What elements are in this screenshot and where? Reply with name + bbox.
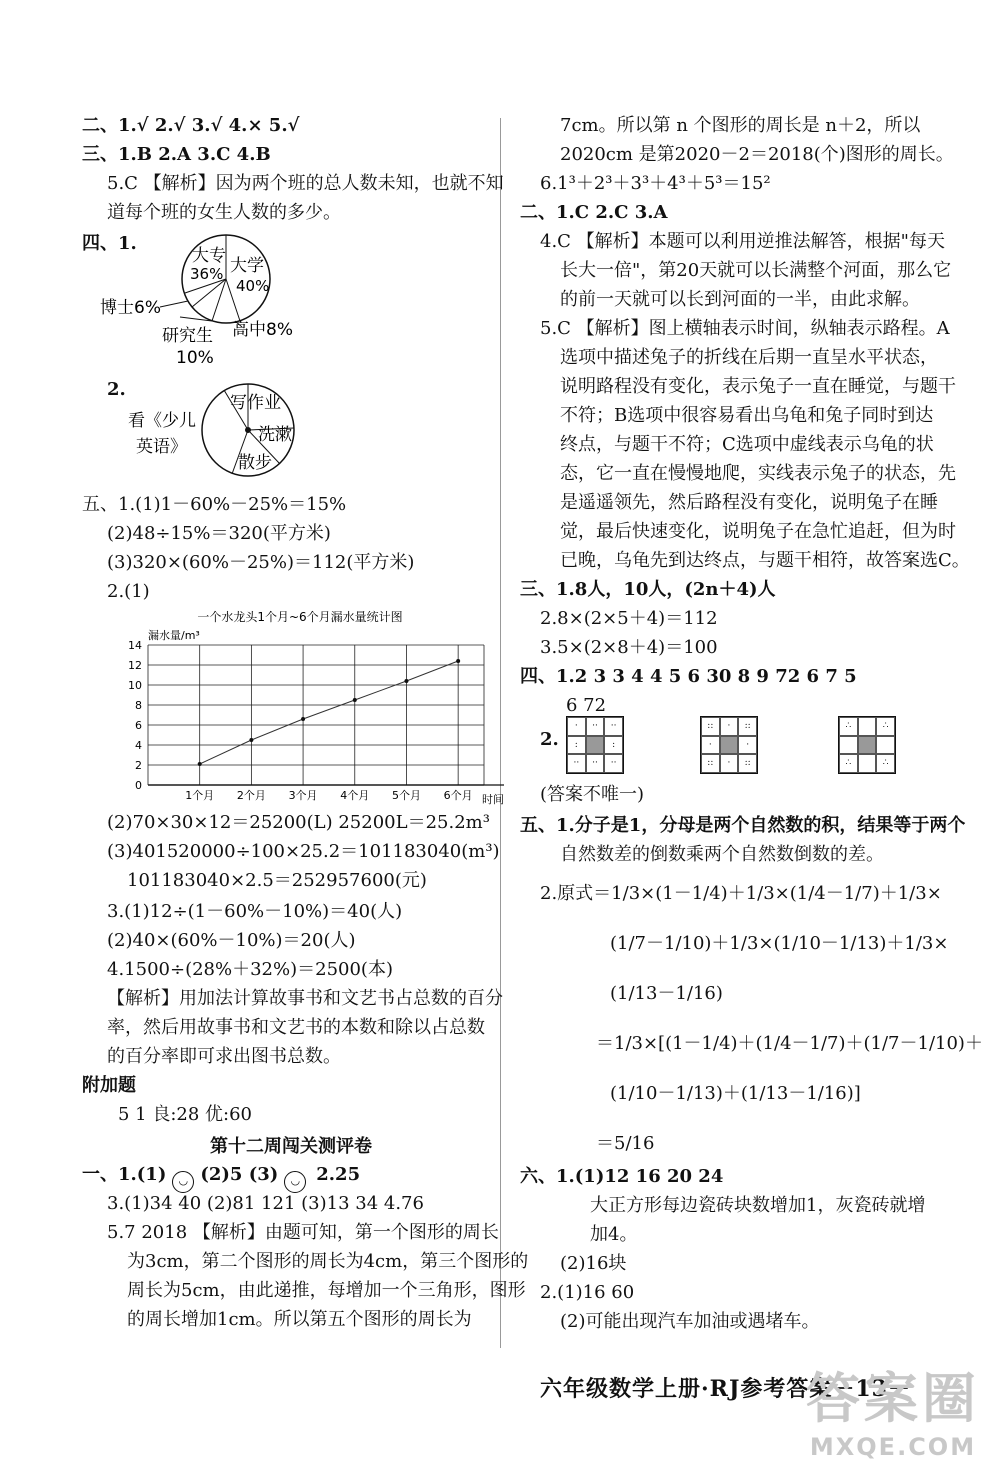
answer-section-5: 五、1.分子是1，分母是两个自然数的积，结果等于两个 <box>520 815 966 836</box>
data-point <box>353 698 357 702</box>
answer-line: 6.1³＋2³＋3³＋4³＋5³＝15² <box>540 173 771 194</box>
x-axis-label: 时间 <box>482 793 504 806</box>
answer-line: (3)320×(60%－25%)＝112(平方米) <box>107 552 415 573</box>
answer-line: 已晚，乌龟先到达终点，与题干相符，故答案选C。 <box>560 550 970 571</box>
answer-line: 2.(1)16 60 <box>540 1282 635 1303</box>
watermark-url: MXQE.COM <box>809 1433 977 1461</box>
answer-line: 2.8×(2×5＋4)＝112 <box>540 608 718 629</box>
answer-line: 4.1500÷(28%＋32%)＝2500(本) <box>107 959 393 980</box>
y-tick-label: 4 <box>135 739 142 752</box>
y-axis-label: 漏水量/m³ <box>148 629 200 642</box>
y-tick-label: 2 <box>135 759 142 772</box>
answer-line: 大正方形每边瓷砖块数增加1，灰瓷砖就增 <box>590 1195 926 1216</box>
data-point <box>301 717 305 721</box>
pie1-label: 40% <box>236 277 270 295</box>
watermark-text: 答案圈 <box>806 1367 980 1430</box>
answer-line: (3)401520000÷100×25.2＝101183040(m³) <box>107 841 500 862</box>
pie-chart-activities <box>128 384 308 484</box>
tile-pattern: ∴ ∴ ∴ ∴ <box>838 716 896 774</box>
formula-line: ＝5/16 <box>596 1133 655 1154</box>
tile-pattern: · ·· ·· : : ·· ·· ·· <box>566 716 624 774</box>
answer-line: 2020cm 是第2020－2＝2018(个)图形的周长。 <box>560 144 954 165</box>
line-chart <box>100 605 504 806</box>
answer-section-1 <box>82 1163 360 1193</box>
answer-line: 是遥遥领先，然后路程没有变化，说明兔子在睡 <box>560 492 938 513</box>
answer-line: 【解析】用加法计算故事书和文艺书占总数的百分 <box>107 988 503 1009</box>
answer-line: 5.7 2018 【解析】由题可知，第一个图形的周长 <box>107 1222 499 1243</box>
y-tick-label: 12 <box>128 659 142 672</box>
answer-section-5: 五、1.(1)1－60%－25%＝15% <box>82 494 347 515</box>
answer-line: 5.C 【解析】图上横轴表示时间，纵轴表示路程。A <box>540 318 950 339</box>
pie1-label: 10% <box>176 348 214 368</box>
answer-note: (答案不唯一) <box>540 784 645 805</box>
x-tick-label: 5个月 <box>391 789 421 802</box>
answer-section-3: 三、1.8人，10人，(2n＋4)人 <box>520 579 776 600</box>
answer-line: 选项中描述兔子的折线在后期一直呈水平状态， <box>560 347 938 368</box>
answer-text: 2.25 <box>316 1164 361 1185</box>
y-tick-label: 10 <box>128 679 142 692</box>
pie1-label: 大学 <box>230 256 264 276</box>
answer-line: 说明路程没有变化，表示兔子一直在睡觉，与题干 <box>560 376 956 397</box>
answer-line: 长大一倍"，第20天就可以长满整个河面，那么它 <box>560 260 952 281</box>
y-tick-label: 8 <box>135 699 142 712</box>
y-tick-label: 6 <box>135 719 142 732</box>
pie2-label: 看《少儿 <box>128 411 196 431</box>
answer-line: 率，然后用故事书和文艺书的本数和除以占总数 <box>107 1017 485 1038</box>
y-tick-label: 0 <box>135 779 142 792</box>
formula-line: (1/7－1/10)＋1/3×(1/10－1/13)＋1/3× <box>610 933 949 954</box>
pie1-label: 博士6% <box>100 298 161 318</box>
x-tick-label: 2个月 <box>236 789 266 802</box>
formula-line: ＝1/3×[(1－1/4)＋(1/4－1/7)＋(1/7－1/10)＋ <box>596 1033 983 1054</box>
answer-line: (2)70×30×12＝25200(L) 25200L＝25.2m³ <box>107 812 490 833</box>
answer-line: 2. <box>107 379 126 400</box>
page-footer: 六年级数学上册·RJ参考答案－13－ <box>540 1376 911 1402</box>
answer-line: 101183040×2.5＝252957600(元) <box>127 870 427 891</box>
answer-line: 不符；B选项中很容易看出乌龟和兔子同时到达 <box>560 405 934 426</box>
extra-title: 附加题 <box>82 1075 136 1096</box>
answer-line: (2)可能出现汽车加油或遇堵车。 <box>560 1311 820 1332</box>
answer-line: 终点，与题干不符；C选项中虚线表示乌龟的状 <box>560 434 934 455</box>
answer-line: 的周长增加1cm。所以第五个图形的周长为 <box>127 1309 472 1330</box>
answer-line: 4.C 【解析】本题可以利用逆推法解答，根据"每天 <box>540 231 945 252</box>
pie2-label: 英语》 <box>136 437 187 457</box>
answer-section-2: 二、1.√ 2.√ 3.√ 4.× 5.√ <box>82 115 300 136</box>
answer-line: 周长为5cm，由此递推，每增加一个三角形，图形 <box>127 1280 526 1301</box>
answer-section-3: 三、1.B 2.A 3.C 4.B <box>82 144 271 165</box>
smile-icon: ◡ <box>284 1171 306 1193</box>
pie2-label: 写作业 <box>230 393 281 413</box>
x-tick-label: 6个月 <box>443 789 473 802</box>
answer-text: 一、1.(1) <box>82 1164 167 1185</box>
pie1-label: 研究生 <box>162 326 213 346</box>
data-point <box>456 659 460 663</box>
answer-line: 自然数差的倒数乘两个自然数倒数的差。 <box>560 844 884 865</box>
y-tick-label: 14 <box>128 639 142 652</box>
watermark-logo <box>806 1356 980 1461</box>
answer-line: 3.5×(2×8＋4)＝100 <box>540 637 718 658</box>
answer-line: 的百分率即可求出图书总数。 <box>107 1046 341 1067</box>
formula-line: (1/13－1/16) <box>610 983 723 1004</box>
formula-line: 2.原式＝1/3×(1－1/4)＋1/3×(1/4－1/7)＋1/3× <box>540 883 942 904</box>
data-point <box>404 679 408 683</box>
pie2-label: 散步 <box>238 453 272 473</box>
answer-line: 道每个班的女生人数的多少。 <box>107 202 341 223</box>
data-point <box>249 738 253 742</box>
answer-line: 5.C 【解析】因为两个班的总人数未知，也就不知 <box>107 173 504 194</box>
smile-icon: ◡ <box>172 1171 194 1193</box>
answer-line: 态，它一直在慢慢地爬，实线表示兔子的状态，先 <box>560 463 956 484</box>
answer-line: (2)48÷15%＝320(平方米) <box>107 523 331 544</box>
chart-title: 一个水龙头1个月~6个月漏水量统计图 <box>197 610 403 624</box>
answer-line: 5 1 良:28 优:60 <box>118 1104 253 1125</box>
tile-pattern: :: · :: · · :: · :: <box>700 716 758 774</box>
answer-section-4: 四、1.2 3 3 4 4 5 6 30 8 9 72 6 7 5 <box>520 666 857 687</box>
data-point <box>198 762 202 766</box>
answer-line: 加4。 <box>590 1224 638 1245</box>
answer-line: 觉，最后快速变化，说明兔子在急忙追赶，但为时 <box>560 521 956 542</box>
answer-text: (2)5 (3) <box>200 1164 279 1185</box>
answer-line: 3.(1)34 40 (2)81 121 (3)13 34 4.76 <box>107 1193 424 1214</box>
answer-section-4: 四、1. <box>82 233 137 254</box>
section-title: 第十二周闯关测评卷 <box>210 1136 372 1157</box>
x-tick-label: 1个月 <box>185 789 215 802</box>
answer-section-2: 二、1.C 2.C 3.A <box>520 202 668 223</box>
answer-line: 6 72 <box>566 695 607 716</box>
x-tick-label: 4个月 <box>340 789 370 802</box>
answer-line: 的前一天就可以长到河面的一半，由此求解。 <box>560 289 920 310</box>
answer-line: (2)16块 <box>560 1253 627 1274</box>
pie1-label: 高中8% <box>232 320 293 340</box>
column-divider <box>500 118 501 1348</box>
pie2-label: 洗漱 <box>258 425 292 445</box>
answer-line: (2)40×(60%－10%)＝20(人) <box>107 930 356 951</box>
formula-line: (1/10－1/13)＋(1/13－1/16)] <box>610 1083 861 1104</box>
answer-line: 为3cm，第二个图形的周长为4cm，第三个图形的 <box>127 1251 529 1272</box>
answer-line: 2. <box>540 729 559 750</box>
answer-line: 7cm。所以第 n 个图形的周长是 n＋2，所以 <box>560 115 921 136</box>
answer-line: 3.(1)12÷(1－60%－10%)＝40(人) <box>107 901 403 922</box>
pie1-label: 大专 <box>192 246 226 266</box>
answer-section-6: 六、1.(1)12 16 20 24 <box>520 1166 724 1187</box>
pie1-label: 36% <box>190 265 224 283</box>
answer-line: 2.(1) <box>107 581 150 602</box>
series-line <box>200 661 458 764</box>
x-tick-label: 3个月 <box>288 789 318 802</box>
